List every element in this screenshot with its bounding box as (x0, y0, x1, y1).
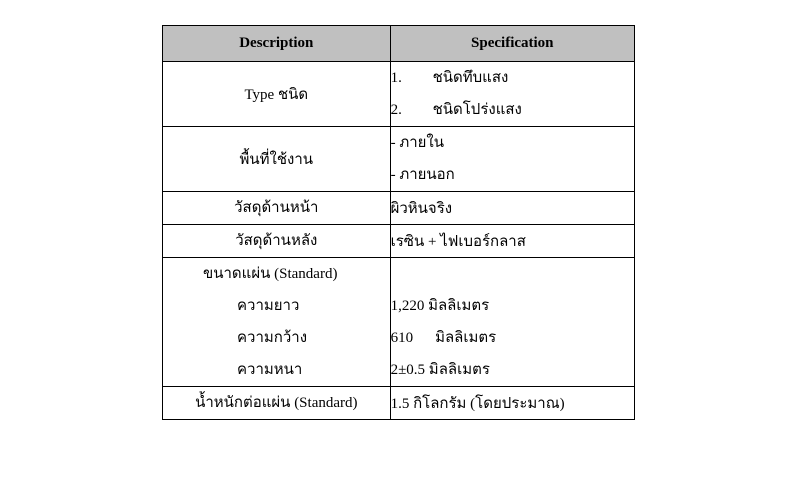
type-item-2: 2. ชนิดโปร่งแสง (390, 102, 522, 118)
size-labels (163, 258, 391, 387)
area-values (390, 127, 634, 192)
thickness-value: 2±0.5 มิลลิเมตร (390, 362, 490, 378)
table-row-size (163, 258, 635, 387)
width-label: ความกว้าง (237, 330, 308, 346)
width-value: 610 มิลลิเมตร (390, 330, 497, 346)
back-value: เรซิน + ไฟเบอร์กลาส (390, 225, 634, 258)
table-row-front (163, 192, 635, 225)
table-row-weight (163, 387, 635, 420)
area-label: พื้นที่ใช้งาน (163, 127, 391, 192)
header-description: Description (163, 26, 391, 62)
front-label: วัสดุด้านหน้า (163, 192, 391, 225)
header-specification: Specification (390, 26, 634, 62)
table-row-area (163, 127, 635, 192)
thickness-label: ความหนา (237, 362, 303, 378)
area-item-1: - ภายใน (390, 135, 445, 151)
weight-label: น้ำหนักต่อแผ่น (Standard) (163, 387, 391, 420)
spec-table (162, 25, 635, 420)
size-label: ขนาดแผ่น (Standard) (203, 266, 338, 282)
length-label: ความยาว (237, 298, 300, 314)
front-value: ผิวหินจริง (390, 192, 634, 225)
back-label: วัสดุด้านหลัง (163, 225, 391, 258)
length-value: 1,220 มิลลิเมตร (390, 298, 490, 314)
table-header-row (163, 26, 635, 62)
weight-value: 1.5 กิโลกรัม (โดยประมาณ) (390, 387, 634, 420)
size-blank (391, 258, 634, 290)
type-item-1: 1. ชนิดทึบแสง (390, 70, 509, 86)
type-values (390, 62, 634, 127)
type-label: Type ชนิด (163, 62, 391, 127)
table-row-back (163, 225, 635, 258)
table-row-type (163, 62, 635, 127)
size-values (390, 258, 634, 387)
area-item-2: - ภายนอก (390, 167, 455, 183)
